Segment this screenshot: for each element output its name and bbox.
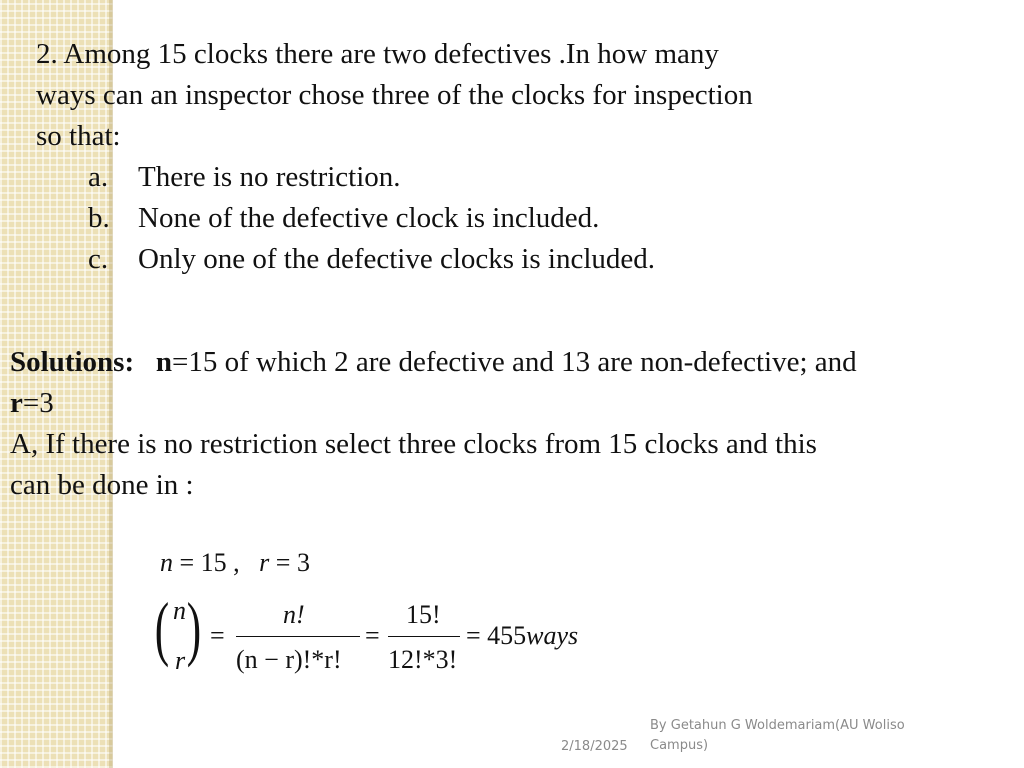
equals-sign-2: = — [365, 621, 380, 650]
n-variable: n — [155, 346, 172, 378]
footer-author: By Getahun G Woldemariam(AU Woliso Campus) — [650, 718, 905, 753]
fraction-2-bar — [388, 636, 460, 637]
binomial-top: n — [173, 596, 186, 625]
list-item-b — [88, 198, 599, 239]
list-item-text: None of the defective clock is included. — [138, 202, 600, 234]
result: = 455ways — [466, 621, 579, 650]
given-values: n = 15 , r = 3 — [160, 548, 310, 577]
list-item-label: b. — [88, 202, 110, 234]
list-item-a — [88, 157, 401, 198]
question-line-1: 2. Among 15 clocks there are two defectives .In how many — [36, 38, 719, 70]
solution-heading: Solutions: — [10, 346, 135, 378]
solution-line-1 — [10, 342, 857, 383]
list-item-text: Only one of the defective clocks is included. — [138, 243, 656, 275]
equals-sign-1: = — [210, 621, 225, 650]
solution-line-3: A, If there is no restriction select three clocks from 15 clocks and this — [10, 428, 817, 460]
n-description: =15 of which 2 are defective and 13 are non-defective; and — [172, 346, 857, 378]
binomial-bottom: r — [175, 646, 186, 675]
footer-date: 2/18/2025 — [561, 739, 628, 754]
fraction-1-numerator: n! — [283, 600, 305, 629]
list-item-label: a. — [88, 161, 109, 193]
r-description: =3 — [22, 387, 54, 419]
list-item-text: There is no restriction. — [138, 161, 401, 193]
question-line-2: ways can an inspector chose three of the clocks for inspection — [36, 79, 753, 111]
fraction-2-denominator: 12!*3! — [388, 645, 458, 674]
list-item-label: c. — [88, 243, 109, 275]
r-variable: r — [10, 387, 23, 419]
list-item-c — [88, 239, 655, 280]
question-line-3: so that: — [36, 120, 121, 152]
binomial-right-paren: ) — [186, 588, 202, 668]
binomial-left-paren: ( — [154, 588, 170, 668]
fraction-1-denominator: (n − r)!*r! — [236, 645, 342, 674]
fraction-1-bar — [236, 636, 360, 637]
solution-line-2 — [10, 383, 54, 424]
solution-line-4: can be done in : — [10, 469, 194, 501]
fraction-2-numerator: 15! — [406, 600, 441, 629]
